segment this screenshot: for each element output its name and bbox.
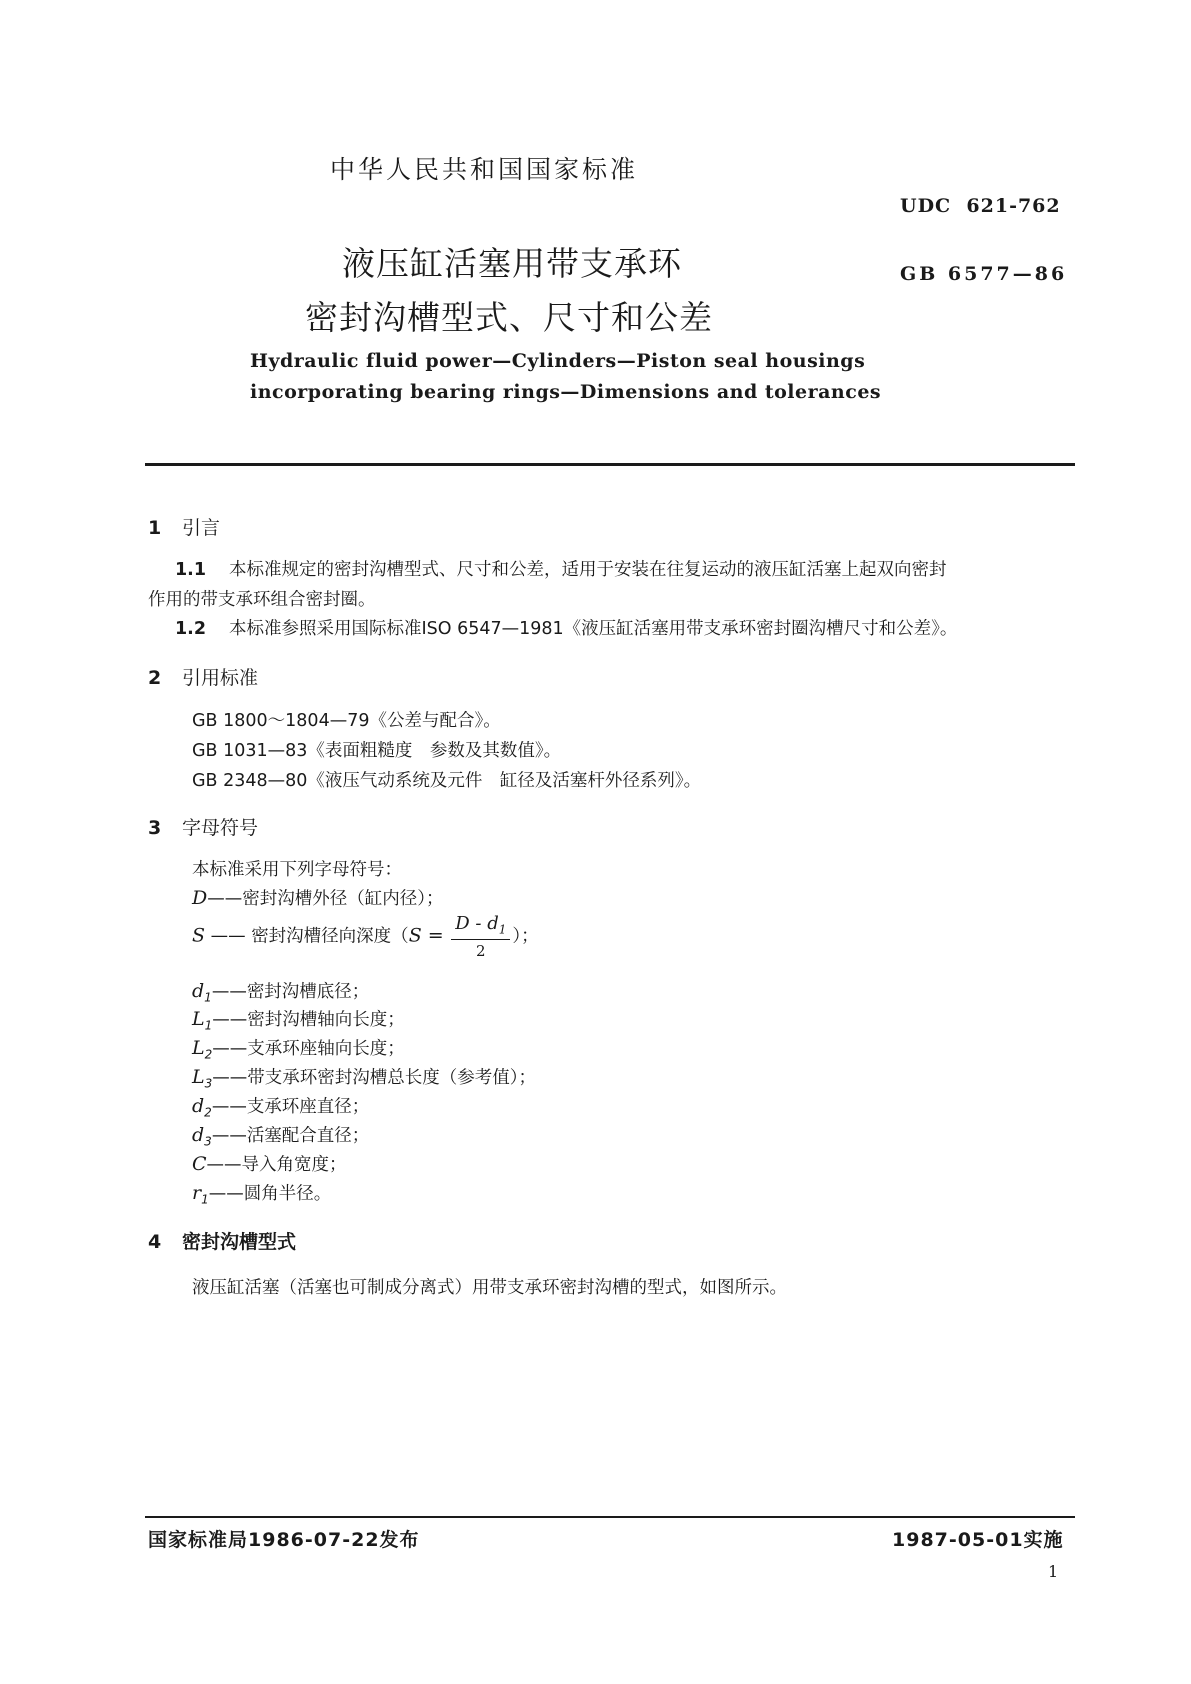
clause-1-2 (175, 615, 957, 640)
reference-item: GB 2348—80《液压气动系统及元件 缸径及活塞杆外径系列》。 (192, 771, 702, 791)
section-number: 4 (148, 1231, 162, 1253)
section-title: 引用标准 (182, 667, 259, 689)
header-divider (145, 463, 1075, 466)
reference-item: GB 1031—83《表面粗糙度 参数及其数值》。 (192, 741, 562, 761)
symbol-dash: —— (207, 889, 243, 909)
title-en-line1: Hydraulic fluid power—Cylinders—Piston seal housings (250, 350, 866, 372)
section-number: 3 (148, 817, 162, 839)
footer-divider (145, 1516, 1075, 1518)
section-number: 1 (148, 517, 162, 539)
standard-type-header: 中华人民共和国国家标准 (330, 155, 639, 184)
formula-denominator: 2 (476, 941, 486, 960)
formula-fraction (451, 913, 510, 960)
section-3-heading (148, 813, 258, 840)
symbol-dash: —— (210, 926, 246, 947)
symbol-desc: 密封沟槽径向深度（ (251, 926, 409, 947)
page-number: 1 (1048, 1562, 1059, 1581)
symbol-d2: $d_2——$支承环座直径； (192, 1095, 370, 1120)
symbol-C: C——导入角宽度； (192, 1153, 347, 1175)
section-1-heading (148, 513, 220, 540)
formula-close: ）； (512, 926, 539, 947)
effective-date: 1987-05-01实施 (892, 1529, 1064, 1551)
reference-item: GB 1800～1804—79《公差与配合》。 (192, 711, 501, 731)
clause-number: 1.2 (175, 619, 207, 639)
symbol-r1: $r_1——$圆角半径。 (192, 1182, 332, 1207)
clause-number: 1.1 (175, 560, 207, 580)
udc-value: 621-762 (966, 195, 1061, 217)
clause-text: 本标准参照采用国际标准ISO 6547—1981《液压缸活塞用带支承环密封圈沟槽尺寸和公差》。 (229, 619, 958, 639)
clause-1-1-line2: 作用的带支承环组合密封圈。 (148, 590, 376, 610)
section-number: 2 (148, 667, 162, 689)
title-cn-line2: 密封沟槽型式、尺寸和公差 (305, 298, 713, 337)
formula-lhs: S = (408, 924, 444, 947)
title-en-line2: incorporating bearing rings—Dimensions and tolerances (250, 381, 882, 403)
title-cn-line1: 液压缸活塞用带支承环 (342, 244, 682, 283)
section-4-text: 液压缸活塞（活塞也可制成分离式）用带支承环密封沟槽的型式，如图所示。 (192, 1278, 787, 1298)
formula-numerator: D - $d_1$ (451, 913, 510, 940)
issue-date: 国家标准局1986-07-22发布 (148, 1529, 420, 1551)
udc-label: UDC (900, 195, 952, 217)
section-4-heading (148, 1227, 296, 1254)
symbols-intro: 本标准采用下列字母符号： (192, 860, 402, 880)
symbol-letter: S (192, 924, 206, 947)
symbol-d1: $d_1——$密封沟槽底径； (192, 980, 370, 1005)
clause-1-1-line1 (175, 556, 947, 581)
clause-text: 本标准规定的密封沟槽型式、尺寸和公差，适用于安装在往复运动的液压缸活塞上起双向密封 (229, 560, 947, 580)
section-2-heading (148, 663, 258, 690)
symbol-L2: $L_2——$支承环座轴向长度； (192, 1037, 405, 1062)
symbol-desc: 密封沟槽外径（缸内径）； (242, 889, 444, 909)
udc-code (900, 195, 1061, 217)
symbol-S (192, 913, 539, 960)
section-title: 字母符号 (182, 817, 259, 839)
symbol-D (192, 885, 443, 910)
symbol-d3: $d_3——$活塞配合直径； (192, 1124, 370, 1149)
symbol-L3: $L_3——$带支承环密封沟槽总长度（参考值）； (192, 1066, 537, 1091)
section-title: 密封沟槽型式 (182, 1231, 297, 1253)
section-title: 引言 (182, 517, 221, 539)
symbol-letter: D (192, 887, 208, 909)
symbol-L1: $L_1——$密封沟槽轴向长度； (192, 1008, 405, 1033)
gb-number: GB 6577—86 (900, 263, 1068, 285)
